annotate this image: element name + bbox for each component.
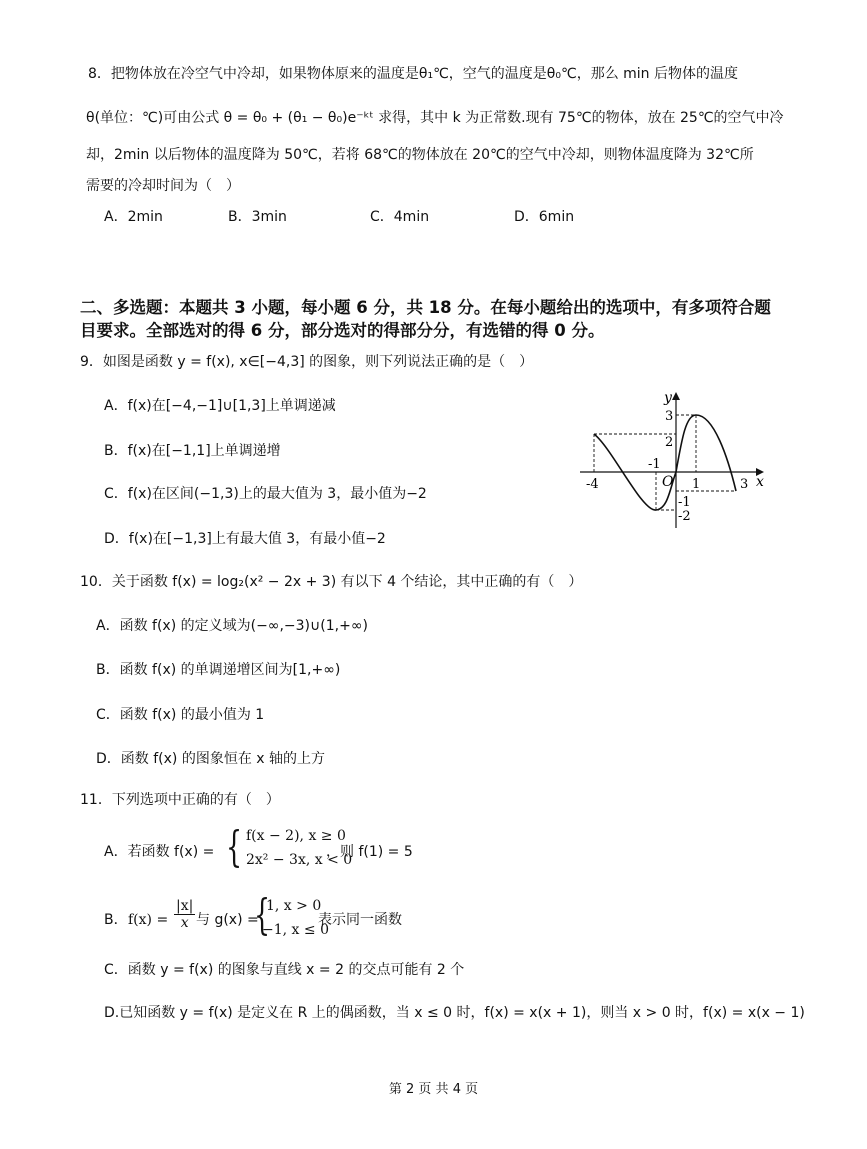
q11-option-a-case-1: f(x − 2), x ≥ 0 [246, 828, 346, 844]
q11-option-c: C．函数 y = f(x) 的图象与直线 x = 2 的交点可能有 2 个 [104, 962, 465, 978]
q11-option-d: D.已知函数 y = f(x) 是定义在 R 上的偶函数，当 x ≤ 0 时，f(x) = x(x + 1)，则当 x > 0 时，f(x) = x(x − 1) [104, 1005, 805, 1021]
q11-option-b-mid: 与 g(x) = [196, 912, 259, 928]
q11-option-b-prefix: B． [104, 912, 128, 928]
q11-option-b-fraction [174, 898, 195, 931]
q11-option-a-suffix: ，则 f(1) = 5 [326, 844, 413, 860]
y-tick-label: 3 [665, 409, 674, 424]
q11-option-b-case-2: −1, x ≤ 0 [262, 922, 329, 938]
y-tick-label: -1 [678, 495, 691, 510]
q8-line-1: 8．把物体放在冷空气中冷却，如果物体原来的温度是θ₁℃，空气的温度是θ₀℃，那么 min 后物体的温度 [88, 66, 739, 82]
q8-option-d: D．6min [514, 209, 575, 225]
q11-stem: 11．下列选项中正确的有（ ） [80, 792, 280, 808]
q8-option-a: A．2min [104, 209, 163, 225]
y-axis-label: y [664, 390, 672, 406]
q11-option-a-brace: { [226, 822, 243, 871]
q9-function-graph [572, 388, 772, 532]
q8-line-3: 却，2min 以后物体的温度降为 50℃，若将 68℃的物体放在 20℃的空气中冷却，则物体温度降为 32℃所 [86, 147, 754, 163]
q10-stem: 10．关于函数 f(x) = log₂(x² − 2x + 3) 有以下 4 个结论，其中正确的有（ ） [80, 574, 583, 590]
page-footer: 第 2 页 共 4 页 [388, 1082, 479, 1097]
q8-option-b: B．3min [228, 209, 287, 225]
q10-option-a: A．函数 f(x) 的定义域为(−∞,−3)∪(1,+∞) [96, 618, 368, 634]
q11-option-a-prefix: A．若函数 f(x) = [104, 844, 215, 860]
q8-line-2: θ(单位：℃)可由公式 θ = θ₀ + (θ₁ − θ₀)e⁻ᵏᵗ 求得，其中 k 为正常数.现有 75℃的物体，放在 25℃的空气中冷 [86, 110, 784, 126]
q8-option-c: C．4min [370, 209, 430, 225]
q9-option-a: A．f(x)在[−4,−1]∪[1,3]上单调递减 [104, 398, 336, 414]
q9-option-c: C．f(x)在区间(−1,3)上的最大值为 3，最小值为−2 [104, 486, 427, 502]
q8-line-4: 需要的冷却时间为（ ） [86, 178, 240, 194]
q11-option-a-case-2: 2x² − 3x, x < 0 [246, 852, 353, 868]
q9-stem: 9．如图是函数 y = f(x), x∈[−4,3] 的图象，则下列说法正确的是（ ） [80, 354, 534, 370]
x-tick-label: -4 [586, 477, 599, 492]
q10-option-b: B．函数 f(x) 的单调递增区间为[1,+∞) [96, 662, 341, 678]
origin-label: O [662, 474, 674, 490]
function-curve [594, 415, 736, 510]
q10-option-c: C．函数 f(x) 的最小值为 1 [96, 707, 265, 723]
q9-option-d: D．f(x)在[−1,3]上有最大值 3，有最小值−2 [104, 531, 386, 547]
fraction-denominator: x [180, 915, 189, 931]
y-axis-arrow-icon [672, 392, 680, 400]
x-axis-label: x [756, 474, 764, 490]
section-heading-line-2: 目要求。全部选对的得 6 分，部分选对的得部分分，有选错的得 0 分。 [80, 321, 605, 340]
fraction-numerator: |x| [176, 898, 194, 914]
x-tick-label: -1 [648, 457, 661, 472]
q11-option-b-suffix: 表示同一函数 [318, 912, 402, 928]
q11-option-b-f: f(x) = [128, 912, 169, 928]
q11-option-b-brace: { [254, 890, 271, 939]
y-tick-label: -2 [678, 509, 691, 524]
x-tick-label: 3 [740, 477, 749, 492]
section-heading-line-1: 二、多选题：本题共 3 小题，每小题 6 分，共 18 分。在每小题给出的选项中，有多项符合题 [80, 298, 771, 317]
x-tick-label: 1 [692, 477, 701, 492]
q9-option-b: B．f(x)在[−1,1]上单调递增 [104, 443, 281, 459]
q11-option-b-case-1: 1, x > 0 [266, 898, 322, 914]
y-tick-label: 2 [665, 435, 674, 450]
q10-option-d: D．函数 f(x) 的图象恒在 x 轴的上方 [96, 751, 326, 767]
